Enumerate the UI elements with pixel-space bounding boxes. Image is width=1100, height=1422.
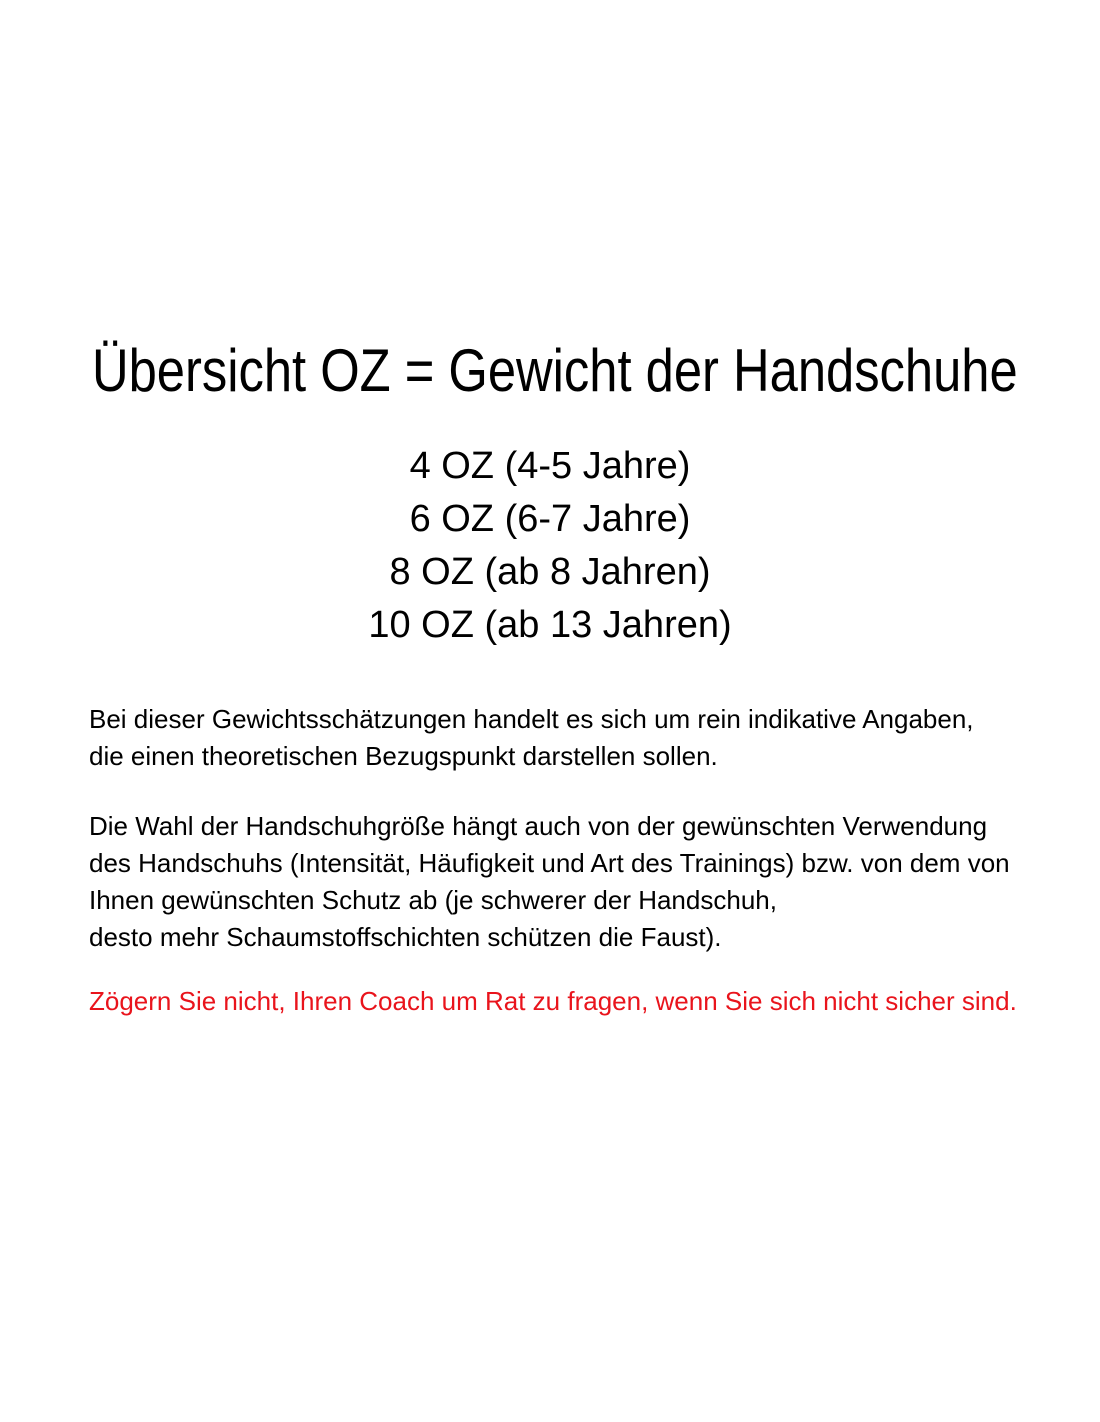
paragraph-glove-choice-line-1: Die Wahl der Handschuhgröße hängt auch von der gewünschten Verwendung	[89, 811, 988, 841]
oz-size-item-6oz: 6 OZ (6-7 Jahre)	[409, 498, 691, 540]
oz-size-item-10oz: 10 OZ (ab 13 Jahren)	[368, 604, 732, 646]
paragraph-glove-choice-line-2: des Handschuhs (Intensität, Häufigkeit und Art des Trainings) bzw. von dem von	[89, 848, 1010, 878]
oz-size-item-4oz: 4 OZ (4-5 Jahre)	[409, 445, 691, 487]
paragraph-glove-choice-line-4: desto mehr Schaumstoffschichten schützen die Faust).	[89, 922, 722, 952]
paragraph-indicative-line-2: die einen theoretischen Bezugspunkt darstellen sollen.	[89, 741, 718, 771]
oz-size-list	[0, 440, 1100, 652]
paragraph-indicative-line-1: Bei dieser Gewichtsschätzungen handelt es sich um rein indikative Angaben,	[89, 704, 974, 734]
coach-advice-note-text: Zögern Sie nicht, Ihren Coach um Rat zu fragen, wenn Sie sich nicht sicher sind.	[89, 986, 1017, 1016]
paragraph-indicative	[89, 701, 974, 775]
paragraph-glove-choice	[89, 808, 1010, 956]
coach-advice-note	[89, 983, 1017, 1020]
oz-size-item-8oz: 8 OZ (ab 8 Jahren)	[389, 551, 711, 593]
paragraph-glove-choice-line-3: Ihnen gewünschten Schutz ab (je schwerer der Handschuh,	[89, 885, 777, 915]
page-title: Übersicht OZ = Gewicht der Handschuhe	[92, 337, 1018, 404]
